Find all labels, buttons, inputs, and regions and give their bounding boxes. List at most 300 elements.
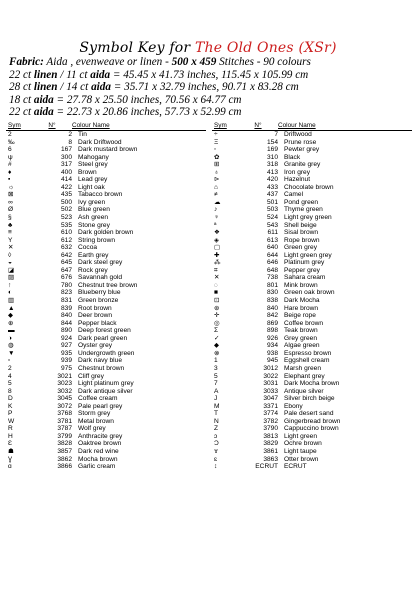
key-row [6, 342, 206, 350]
size-fabric2: aida [33, 106, 54, 119]
colour-name: Dark navy blue [78, 357, 122, 365]
colour-number: 169 [266, 146, 278, 154]
colour-number: 676 [60, 274, 72, 282]
colour-name: Grey green [284, 334, 317, 342]
colour-number: 3866 [57, 463, 72, 471]
colour-name: Elephant grey [284, 372, 325, 380]
colour-number: 801 [266, 281, 278, 289]
symbol: ■ [214, 289, 218, 297]
colour-number: 523 [60, 214, 72, 222]
colour-number: 3862 [57, 455, 72, 463]
symbol: 5 [214, 372, 218, 380]
symbol: P [8, 410, 13, 418]
colour-number: 501 [266, 198, 278, 206]
key-row [6, 418, 206, 426]
colour-number: 3045 [57, 395, 72, 403]
colour-number: 640 [266, 244, 278, 252]
colour-number: 934 [266, 342, 278, 350]
key-row [212, 403, 412, 411]
colour-number: 420 [266, 176, 278, 184]
symbol: § [8, 214, 12, 222]
pattern-name: The Old Ones (XSr) [194, 40, 337, 56]
colour-number: 898 [266, 327, 278, 335]
key-row [212, 237, 412, 245]
colour-number: 924 [60, 334, 72, 342]
key-row [212, 282, 412, 290]
key-row [6, 305, 206, 313]
stitch-count: 500 x 459 [171, 56, 217, 68]
colour-name: Steel grey [78, 161, 108, 169]
colour-number: 3032 [57, 387, 72, 395]
colour-name: Pewter grey [284, 146, 320, 154]
size-mid: / 14 ct [57, 81, 92, 94]
colour-number: 927 [60, 342, 72, 350]
colour-number: 3047 [263, 395, 278, 403]
colour-name: Pond green [284, 198, 319, 206]
key-row [6, 274, 206, 282]
colour-number: 3371 [263, 402, 278, 410]
symbol: ♪ [214, 206, 218, 214]
colour-name: Mink brown [284, 281, 318, 289]
symbol: ✛ [214, 312, 220, 320]
header-num: N° [254, 122, 262, 129]
key-row [212, 206, 412, 214]
colour-name: Green grey [284, 244, 317, 252]
header-num: N° [48, 122, 56, 129]
size-count: 18 ct [9, 93, 34, 106]
colour-number: 646 [266, 259, 278, 267]
symbol: ✕ [8, 244, 14, 252]
colour-name: Dark red wine [78, 447, 119, 455]
symbol: ▪ [8, 176, 11, 184]
symbol: ⌗ [214, 266, 218, 274]
symbol: 5 [8, 380, 12, 388]
key-row [6, 199, 206, 207]
key-row [6, 357, 206, 365]
symbol: W [8, 417, 15, 425]
colour-name: Anthracite grey [78, 432, 123, 440]
colour-number: 611 [267, 229, 278, 237]
stitch-suffix: Stitches - 90 colours [216, 56, 311, 68]
key-row [6, 456, 206, 464]
key-row [212, 161, 412, 169]
size-dims: = 27.78 x 25.50 inches, 70.56 x 64.77 cm [53, 93, 242, 106]
colour-name: Savannah gold [78, 274, 122, 282]
colour-name: Espresso brown [284, 349, 332, 357]
colour-number: 648 [266, 266, 278, 274]
colour-name: ECRUT [284, 463, 307, 471]
key-row [6, 312, 206, 320]
symbol: ♣ [8, 221, 13, 229]
colour-number: 317 [60, 161, 72, 169]
colour-name: Ebony [284, 402, 303, 410]
symbol: ✚ [214, 251, 220, 259]
key-row [212, 448, 412, 456]
key-row [212, 342, 412, 350]
symbol: Ɛ [8, 440, 12, 448]
colour-number: 3774 [263, 410, 278, 418]
colour-name: Blue green [78, 206, 110, 214]
colour-name: Pale pearl grey [78, 402, 123, 410]
symbol: 1 [214, 357, 218, 365]
colour-number: 535 [60, 221, 72, 229]
colour-name: Shell beige [284, 221, 317, 229]
colour-name: Sahara cream [284, 274, 326, 282]
colour-name: Cliff grey [78, 372, 104, 380]
key-row [212, 380, 412, 388]
key-row [212, 395, 412, 403]
colour-name: Camel [284, 191, 304, 199]
key-row [6, 259, 206, 267]
colour-number: 3829 [263, 440, 278, 448]
symbol: ɔ [214, 432, 218, 440]
key-row [6, 131, 206, 139]
key-row [6, 425, 206, 433]
colour-name: Light green [284, 432, 317, 440]
key-row [6, 297, 206, 305]
key-row [6, 463, 206, 471]
colour-name: Dark Mocha [284, 297, 320, 305]
key-row [212, 335, 412, 343]
colour-name: Coffee cream [78, 395, 118, 403]
key-row [212, 274, 412, 282]
colour-number: 840 [266, 304, 278, 312]
symbol: ◍ [8, 342, 14, 350]
colour-name: Oaktree brown [78, 440, 122, 448]
colour-number: 3033 [263, 387, 278, 395]
colour-number: 840 [60, 312, 72, 320]
colour-number: 8 [68, 138, 72, 146]
colour-name: Oyster grey [78, 342, 113, 350]
symbol: 6 [8, 146, 12, 154]
colour-number: 3022 [263, 372, 278, 380]
colour-number: 3768 [57, 410, 72, 418]
colour-number: 437 [266, 191, 278, 199]
key-row [6, 222, 206, 230]
key-row [6, 395, 206, 403]
symbol: ÷ [214, 131, 218, 138]
colour-number: 3072 [57, 402, 72, 410]
symbol: R [8, 425, 13, 433]
symbol: 4 [8, 372, 12, 380]
colour-name: Root brown [78, 304, 112, 312]
key-row [6, 252, 206, 260]
colour-number: ECRUT [255, 463, 278, 471]
size-fabric2: aida [90, 68, 111, 81]
symbol: ◈ [214, 236, 220, 244]
colour-number: 7 [274, 131, 278, 138]
symbol: ɛ [214, 455, 218, 463]
symbol: D [8, 395, 13, 403]
key-row [6, 320, 206, 328]
key-row [212, 146, 412, 154]
colour-name: Chestnut brown [78, 364, 125, 372]
key-row [6, 388, 206, 396]
size-line [9, 94, 311, 107]
colour-name: Dark pearl green [78, 334, 128, 342]
colour-number: 3863 [263, 455, 278, 463]
key-row [6, 448, 206, 456]
key-row [212, 357, 412, 365]
symbol: ◊ [8, 251, 12, 259]
key-row [212, 463, 412, 471]
colour-name: Light taupe [284, 447, 317, 455]
symbol: ɑ [8, 463, 12, 471]
colour-name: String brown [78, 236, 116, 244]
colour-name: Green oak brown [284, 289, 335, 297]
colour-number: 300 [60, 153, 72, 161]
symbol: ↑ [8, 281, 12, 289]
key-row [212, 433, 412, 441]
symbol: ✓ [214, 334, 220, 342]
key-row [212, 350, 412, 358]
size-fabric2: aida [33, 93, 54, 106]
symbol: N [214, 417, 219, 425]
colour-number: 3861 [263, 447, 278, 455]
colour-number: 543 [266, 221, 278, 229]
symbol: Y [8, 236, 13, 244]
colour-name: Stone grey [78, 221, 110, 229]
colour-name: Chestnut tree brown [78, 281, 138, 289]
symbol: ≡ [8, 229, 12, 237]
colour-number: 433 [266, 183, 278, 191]
symbol: ▫ [8, 357, 11, 365]
symbol: ⊳ [214, 176, 220, 184]
key-row [6, 410, 206, 418]
symbol: Ɔ [214, 440, 219, 448]
column-header [6, 122, 206, 131]
page-title [0, 40, 416, 56]
symbol: ▲ [8, 304, 15, 312]
colour-name: Iron grey [284, 168, 311, 176]
symbol: ▢ [214, 244, 221, 252]
colour-name: Hare brown [284, 304, 319, 312]
symbol: ☁ [214, 198, 221, 206]
key-row [6, 380, 206, 388]
colour-name: Light oak [78, 183, 105, 191]
colour-name: Granite grey [284, 161, 321, 169]
symbol: ⁂ [214, 259, 221, 267]
colour-name: Ash green [78, 214, 109, 222]
colour-name: Thyme green [284, 206, 323, 214]
key-row [6, 335, 206, 343]
colour-number: 780 [60, 281, 72, 289]
colour-name: Lead grey [78, 176, 108, 184]
colour-name: Tin [78, 131, 87, 138]
colour-number: 890 [60, 327, 72, 335]
key-row [212, 373, 412, 381]
colour-name: Chocolate brown [284, 183, 334, 191]
symbol: ▬ [8, 327, 15, 335]
key-row [6, 327, 206, 335]
key-row [212, 169, 412, 177]
key-row [212, 297, 412, 305]
key-row [212, 184, 412, 192]
symbol: ↕ [214, 463, 218, 471]
colour-number: 935 [60, 349, 72, 357]
colour-name: Light platinum grey [78, 380, 134, 388]
size-dims: = 45.45 x 41.73 inches, 115.45 x 105.99 cm [110, 68, 309, 81]
colour-name: Dark Driftwood [78, 138, 122, 146]
symbol: ♦ [8, 168, 12, 176]
colour-name: Mocha brown [78, 455, 118, 463]
colour-name: Blueberry blue [78, 289, 121, 297]
colour-name: Dark golden brown [78, 229, 134, 237]
colour-number: 926 [266, 334, 278, 342]
colour-number: 3023 [57, 380, 72, 388]
symbol: ɤ [214, 447, 219, 455]
symbol: Σ [214, 327, 219, 335]
colour-name: Marsh green [284, 364, 322, 372]
colour-number: 310 [266, 153, 278, 161]
symbol: ◆ [214, 342, 220, 350]
size-line [9, 69, 311, 82]
size-count: 22 ct [9, 68, 34, 81]
colour-name: Dark Mocha brown [284, 380, 340, 388]
colour-name: Green bronze [78, 297, 119, 305]
fabric-info [9, 56, 311, 119]
colour-name: Dark mustard brown [78, 146, 138, 154]
symbol: # [8, 161, 12, 169]
key-row [6, 191, 206, 199]
colour-number: 844 [60, 319, 72, 327]
key-row [6, 169, 206, 177]
fabric-label: Fabric: [9, 56, 44, 68]
colour-number: 823 [60, 289, 72, 297]
key-row [6, 206, 206, 214]
symbol: ◌ [214, 281, 218, 289]
symbol: ◑ [8, 334, 12, 342]
key-row [6, 161, 206, 169]
colour-number: 167 [60, 146, 72, 154]
colour-number: 945 [266, 357, 278, 365]
key-row [212, 259, 412, 267]
colour-number: 3828 [57, 440, 72, 448]
key-row [212, 244, 412, 252]
key-row [6, 403, 206, 411]
colour-number: 632 [60, 244, 72, 252]
size-count: 22 ct [9, 106, 34, 119]
symbol: ª [214, 221, 217, 229]
size-dims: = 22.73 x 20.86 inches, 57.73 x 52.99 cm [53, 106, 242, 119]
key-row [6, 282, 206, 290]
size-mid: / 11 ct [57, 68, 91, 81]
symbol: ❖ [214, 229, 220, 237]
colour-number: 3787 [57, 425, 72, 433]
colour-name: Driftwood [284, 131, 312, 138]
key-row [212, 440, 412, 448]
colour-number: 3012 [263, 364, 278, 372]
fabric-line [9, 56, 311, 69]
key-row [6, 237, 206, 245]
symbol: Ø [8, 206, 14, 214]
colour-number: 3790 [263, 425, 278, 433]
key-row [6, 244, 206, 252]
key-row [6, 176, 206, 184]
symbol: Ɣ [8, 455, 13, 463]
colour-number: 830 [266, 289, 278, 297]
key-row [212, 229, 412, 237]
symbol: ◪ [8, 266, 15, 274]
key-row [6, 154, 206, 162]
symbol: ◎ [214, 319, 220, 327]
colour-number: 3813 [263, 432, 278, 440]
colour-number: 2 [68, 131, 72, 138]
key-row [6, 229, 206, 237]
key-row [6, 139, 206, 147]
key-row [212, 418, 412, 426]
colour-number: 831 [60, 297, 72, 305]
symbol: K [8, 402, 13, 410]
colour-number: 422 [60, 183, 72, 191]
size-fabric: linen [33, 81, 58, 94]
colour-name: Pepper grey [284, 266, 320, 274]
colour-name: Light green grey [284, 251, 332, 259]
key-column-right [212, 122, 412, 471]
header-name: Colour Name [72, 122, 110, 129]
colour-number: 738 [266, 274, 278, 282]
key-row [212, 410, 412, 418]
colour-name: Rope brown [284, 236, 320, 244]
key-row [6, 350, 206, 358]
key-row [212, 176, 412, 184]
colour-number: 644 [266, 251, 278, 259]
colour-name: Teak brown [284, 327, 318, 335]
colour-number: 938 [266, 349, 278, 357]
symbol: 7 [214, 380, 218, 388]
colour-name: Sisal brown [284, 229, 319, 237]
fabric-text: Aida , evenweave or linen - [43, 56, 172, 68]
colour-number: 975 [60, 364, 72, 372]
colour-name: Dark antique silver [78, 387, 133, 395]
colour-name: Gingerbread brown [284, 417, 341, 425]
colour-name: Algae green [284, 342, 320, 350]
symbol: ▨ [8, 274, 15, 282]
colour-name: Cocoa [78, 244, 98, 252]
symbol: 3 [214, 364, 218, 372]
column-header [212, 122, 412, 131]
colour-name: Ivy green [78, 198, 106, 206]
colour-number: 414 [60, 176, 72, 184]
symbol: ◒ [8, 259, 12, 267]
colour-number: 612 [60, 236, 72, 244]
colour-number: 500 [60, 198, 72, 206]
symbol: 8 [8, 387, 12, 395]
key-row [212, 305, 412, 313]
colour-number: 939 [60, 357, 72, 365]
size-line [9, 106, 311, 119]
symbol: A [214, 387, 219, 395]
colour-name: Deep forest green [78, 327, 131, 335]
colour-number: 645 [60, 259, 72, 267]
colour-name: Prune rose [284, 138, 317, 146]
key-row [212, 289, 412, 297]
symbol: ☼ [8, 183, 15, 191]
colour-name: Pepper black [78, 319, 117, 327]
key-row [212, 365, 412, 373]
colour-number: 610 [60, 229, 72, 237]
symbol: ⊞ [214, 161, 220, 169]
colour-name: Antique silver [284, 387, 324, 395]
colour-name: Earth grey [78, 251, 109, 259]
colour-name: Storm grey [78, 410, 111, 418]
symbol: 2 [8, 364, 12, 372]
symbol: M [214, 402, 220, 410]
symbol: ⊕ [8, 319, 14, 327]
size-dims: = 35.71 x 32.79 inches, 90.71 x 83.28 cm [110, 81, 299, 94]
colour-name: Ochre brown [284, 440, 322, 448]
key-row [212, 252, 412, 260]
